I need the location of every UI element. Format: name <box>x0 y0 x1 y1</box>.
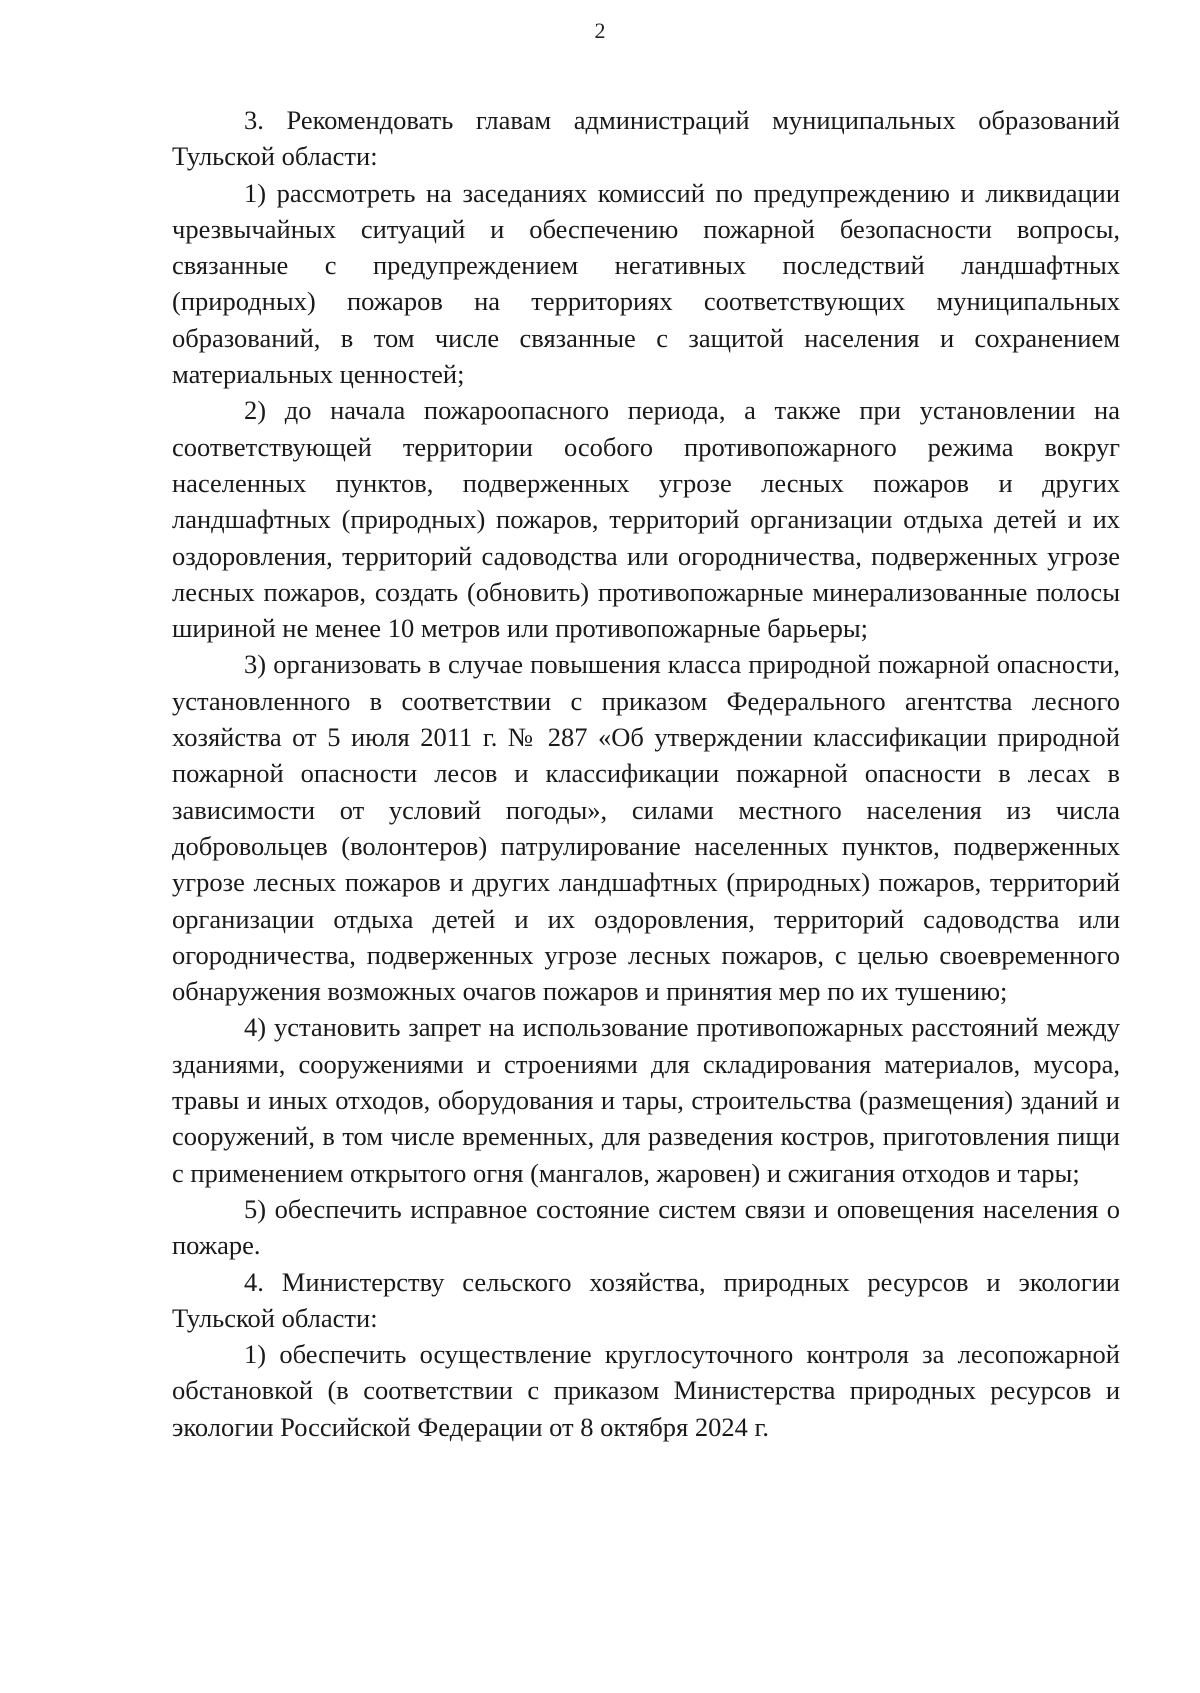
paragraph-3-item-4: 4) установить запрет на использование противопожарных расстояний между зданиями, сооружениями и строениями для складирования материалов, мусора, травы и иных отходов, оборудования и тары, строительства (размещения) зданий и сооружений, в том числе временных, для разведения костров, приготовления пищи с применением открытого огня (мангалов, жаровен) и сжигания отходов и тары; <box>172 1012 1120 1188</box>
paragraph-3-item-1: 1) рассмотреть на заседаниях комиссий по предупреждению и ликвидации чрезвычайных ситуаций и обеспечению пожарной безопасности вопросы, связанные с предупреждением негативных последствий ландшафтных (природных) пожаров на территориях соответствующих муниципальных образований, в том числе связанные с защитой населения и сохранением материальных ценностей; <box>172 177 1120 390</box>
paragraph-3-item-2: 2) до начала пожароопасного периода, а также при установлении на соответствующей территории особого противопожарного режима вокруг населенных пунктов, подверженных угрозе лесных пожаров и других ландшафтных (природных) пожаров, территорий организации отдыха детей и их оздоровления, территорий садоводства или огородничества, подверженных угрозе лесных пожаров, создать (обновить) противопожарные минерализованные полосы шириной не менее 10 метров или противопожарные барьеры; <box>172 395 1120 644</box>
paragraph-3-item-5: 5) обеспечить исправное состояние систем связи и оповещения населения о пожаре. <box>172 1193 1120 1261</box>
paragraph-3-item-3: 3) организовать в случае повышения класса природной пожарной опасности, установленного в соответствии с приказом Федерального агентства лесного хозяйства от 5 июля 2011 г. № 287 «Об утверждении классификации природной пожарной опасности лесов и классификации пожарной опасности в лесах в зависимости от условий погоды», силами местного населения из числа добровольцев (волонтеров) патрулирование населенных пунктов, подверженных угрозе лесных пожаров и других ландшафтных (природных) пожаров, территорий организации отдыха детей и их оздоровления, территорий садоводства или огородничества, подверженных угрозе лесных пожаров, с целью своевременного обнаружения возможных очагов пожаров и принятия мер по их тушению; <box>172 649 1120 1007</box>
document-body <box>172 102 1120 1445</box>
paragraph-4-item-1: 1) обеспечить осуществление круглосуточного контроля за лесопожарной обстановкой (в соответствии с приказом Министерства природных ресурсов и экологии Российской Федерации от 8 октября 2024 г. <box>172 1339 1120 1442</box>
page-number: 2 <box>594 18 606 43</box>
paragraph-3: 3. Рекомендовать главам администраций муниципальных образований Тульской области: <box>172 105 1120 172</box>
paragraph-4: 4. Министерству сельского хозяйства, природных ресурсов и экологии Тульской области: <box>172 1266 1120 1333</box>
